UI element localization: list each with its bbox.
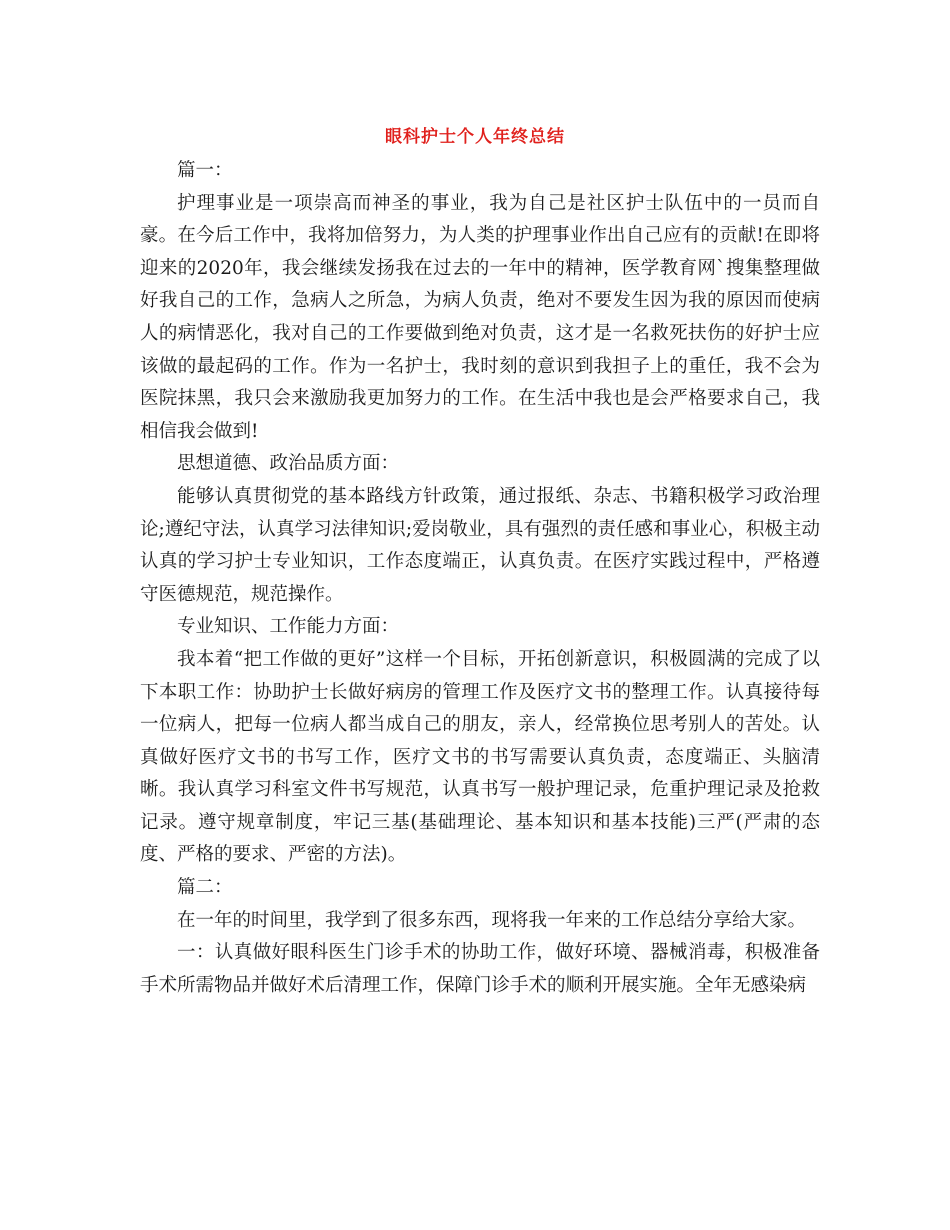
- section-heading-part-one: 篇一：: [177, 160, 233, 181]
- document-body: [140, 155, 820, 1002]
- document-title: 眼科护士个人年终总结: [385, 127, 565, 147]
- paragraph-ethics: 能够认真贯彻党的基本路线方针政策，通过报纸、杂志、书籍积极学习政治理论;遵纪守法，认真学习法律知识;爱岗敬业，具有强烈的责任感和事业心，积极主动认真的学习护士专业知识，工作态度端正，认真负责。在医疗实践过程中，严格遵守医德规范，规范操作。: [140, 485, 820, 605]
- section-heading-part-two: 篇二：: [177, 877, 233, 899]
- paragraph-intro: 护理事业是一项崇高而神圣的事业，我为自己是社区护士队伍中的一员而自豪。在今后工作中，我将加倍努力，为人类的护理事业作出自己应有的贡献!在即将迎来的2020年，我会继续发扬我在过去的一年中的精神，医学教育网`搜集整理做好我自己的工作，急病人之所急，为病人负责，绝对不要发生因为我的原因而使病人的病情恶化，我对自己的工作要做到绝对负责，这才是一名救死扶伤的好护士应该做的最起码的工作。作为一名护士，我时刻的意识到我担子上的重任，我不会为医院抹黑，我只会来激励我更加努力的工作。在生活中我也是会严格要求自己，我相信我会做到!: [140, 192, 820, 442]
- paragraph-part-two-intro: 在一年的时间里，我学到了很多东西，现将我一年来的工作总结分享给大家。: [177, 909, 807, 931]
- section-heading-ethics: 思想道德、政治品质方面：: [177, 453, 400, 475]
- paragraph-skills: 我本着“把工作做的更好”这样一个目标，开拓创新意识，积极圆满的完成了以下本职工作：协助护士长做好病房的管理工作及医疗文书的整理工作。认真接待每一位病人，把每一位病人都当成自己的朋友，亲人，经常换位思考别人的苦处。认真做好医疗文书的书写工作，医疗文书的书写需要认真负责，态度端正、头脑清晰。我认真学习科室文件书写规范，认真书写一般护理记录，危重护理记录及抢救记录。遵守规章制度，牢记三基(基础理论、基本知识和基本技能)三严(严肃的态度、严格的要求、严密的方法)。: [140, 648, 820, 866]
- section-heading-skills: 专业知识、工作能力方面：: [177, 616, 400, 638]
- paragraph-item-one: 一：认真做好眼科医生门诊手术的协助工作，做好环境、器械消毒，积极准备手术所需物品并做好术后清理工作，保障门诊手术的顺利开展实施。全年无感染病: [140, 942, 820, 996]
